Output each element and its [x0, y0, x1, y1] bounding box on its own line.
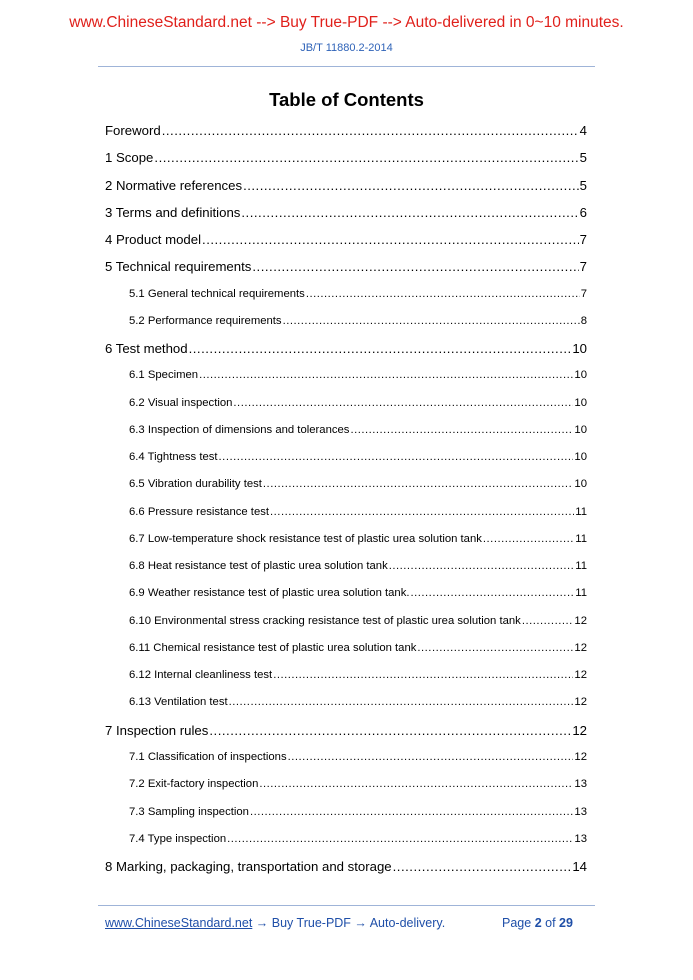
toc-entry-title: 5.1 General technical requirements	[129, 287, 305, 300]
toc-leader-dots	[219, 451, 574, 463]
top-banner[interactable]: www.ChineseStandard.net --> Buy True-PDF --> Auto-delivered in 0~10 minutes.	[69, 14, 624, 31]
toc-entry-title: 6.7 Low-temperature shock resistance test of plastic urea solution tank	[129, 532, 482, 545]
toc-leader-dots	[270, 506, 574, 518]
document-number: JB/T 11880.2-2014	[300, 42, 393, 54]
toc-leader-dots	[410, 587, 574, 599]
toc-entry-page: 14	[572, 859, 587, 875]
page-total: 29	[559, 916, 573, 930]
toc-entry-page: 5	[579, 177, 587, 193]
toc-entry-title: 6.3 Inspection of dimensions and tolerances	[129, 423, 350, 436]
toc-leader-dots	[229, 696, 574, 708]
toc-entry-title: 6.12 Internal cleanliness test	[129, 669, 273, 682]
toc-leader-dots	[252, 259, 578, 274]
toc-entry-title: 6.10 Environmental stress cracking resistance test of plastic urea solution tank	[129, 614, 521, 627]
toc-entry-title: 5 Technical requirements	[105, 259, 252, 275]
footer-promo-text: → Buy True-PDF → Auto-delivery.	[252, 916, 446, 930]
page-current: 2	[534, 916, 542, 930]
toc-leader-dots	[199, 369, 573, 381]
footer-promo	[105, 916, 445, 930]
toc-leader-dots	[259, 778, 573, 790]
toc-leader-dots	[227, 833, 573, 845]
toc-entry-title: 7.2 Exit-factory inspection	[129, 778, 259, 791]
toc-entry[interactable]	[105, 232, 587, 247]
toc-entry-title: 1 Scope	[105, 150, 154, 166]
toc-entry[interactable]	[129, 315, 587, 327]
toc-entry-page: 12	[574, 614, 587, 627]
toc-entry-page: 13	[574, 805, 587, 818]
toc-entry-title: 3 Terms and definitions	[105, 204, 241, 220]
toc-leader-dots	[202, 232, 579, 247]
toc-entry[interactable]	[129, 451, 587, 463]
toc-entry-title: Foreword	[105, 123, 161, 138]
toc-leader-dots	[389, 560, 575, 572]
toc-entry-title: 7 Inspection rules	[105, 722, 209, 738]
toc-leader-dots	[189, 341, 572, 356]
toc-entry[interactable]	[129, 615, 587, 627]
toc-entry[interactable]	[105, 259, 587, 274]
toc-entry-title: 6.5 Vibration durability test	[129, 478, 262, 491]
toc-entry-page: 7	[580, 287, 587, 300]
toc-leader-dots	[162, 123, 579, 138]
toc-leader-dots	[417, 642, 573, 654]
toc-entry[interactable]	[129, 478, 587, 490]
toc-entry-page: 10	[574, 478, 587, 491]
toc-entry-title: 7.4 Type inspection	[129, 832, 227, 845]
toc-entry[interactable]	[129, 806, 587, 818]
toc-entry[interactable]	[105, 723, 587, 738]
toc-entry[interactable]	[129, 587, 587, 599]
toc-leader-dots	[243, 178, 579, 193]
toc-leader-dots	[306, 288, 580, 300]
toc-entry[interactable]	[129, 560, 587, 572]
toc-entry-title: 2 Normative references	[105, 177, 243, 193]
toc-entry-title: 6.4 Tightness test	[129, 451, 218, 464]
toc-entry-page: 10	[574, 423, 587, 436]
toc-leader-dots	[241, 205, 578, 220]
toc-entry[interactable]	[105, 123, 587, 138]
toc-entry-title: 5.2 Performance requirements	[129, 314, 282, 327]
toc-leader-dots	[288, 751, 574, 763]
toc-entry-title: 6.8 Heat resistance test of plastic urea solution tank	[129, 560, 388, 573]
toc-entry-page: 11	[575, 505, 587, 518]
toc-entry-title: 6.1 Specimen	[129, 369, 199, 382]
toc-leader-dots	[250, 806, 573, 818]
page-indicator	[502, 916, 573, 930]
toc-entry[interactable]	[129, 288, 587, 300]
toc-leader-dots	[154, 150, 578, 165]
toc-leader-dots	[483, 533, 574, 545]
toc-entry[interactable]	[129, 369, 587, 381]
page-of-label: of	[545, 916, 556, 930]
toc-entry-page: 11	[575, 532, 587, 545]
toc-entry[interactable]	[105, 178, 587, 193]
page-label: Page	[502, 916, 532, 930]
toc-entry-page: 12	[574, 669, 587, 682]
toc-entry[interactable]	[129, 669, 587, 681]
toc-entry-page: 7	[579, 259, 587, 275]
toc-entry-page: 12	[574, 641, 587, 654]
toc-entry[interactable]	[105, 150, 587, 165]
toc-entry-title: 6.13 Ventilation test	[129, 696, 228, 709]
toc-entry-title: 6.11 Chemical resistance test of plastic urea solution tank	[129, 641, 417, 654]
toc-entry-page: 4	[579, 123, 587, 138]
toc-entry-title: 6.9 Weather resistance test of plastic urea solution tank.	[129, 587, 410, 600]
toc-entry-page: 11	[575, 560, 587, 573]
toc-entry-page: 5	[579, 150, 587, 166]
toc-entry-title: 6 Test method	[105, 341, 188, 357]
toc-entry-page: 11	[575, 587, 587, 600]
toc-entry[interactable]	[129, 696, 587, 708]
toc-entry-page: 13	[574, 778, 587, 791]
toc-entry-title: 7.1 Classification of inspections	[129, 750, 287, 763]
toc-entry-page: 13	[574, 832, 587, 845]
toc-entry-page: 12	[574, 696, 587, 709]
toc-entry-page: 10	[572, 341, 587, 357]
toc-title: Table of Contents	[269, 89, 424, 110]
footer-divider	[98, 905, 595, 906]
toc-entry-title: 7.3 Sampling inspection	[129, 805, 249, 818]
toc-entry-title: 6.6 Pressure resistance test	[129, 505, 270, 518]
toc-entry[interactable]	[105, 859, 587, 874]
toc-entry-title: 4 Product model	[105, 232, 202, 248]
toc-entry[interactable]	[129, 833, 587, 845]
toc-leader-dots	[273, 669, 573, 681]
toc-entry[interactable]	[129, 397, 587, 409]
toc-entry[interactable]	[129, 533, 587, 545]
toc-entry-page: 7	[579, 232, 587, 248]
toc-entry[interactable]	[129, 642, 587, 654]
toc-entry-page: 10	[574, 396, 587, 409]
toc-leader-dots	[350, 424, 573, 436]
toc-leader-dots	[233, 397, 573, 409]
toc-entry[interactable]	[129, 778, 587, 790]
toc-leader-dots	[209, 723, 571, 738]
toc-leader-dots	[393, 859, 572, 874]
toc-leader-dots	[522, 615, 574, 627]
toc-entry-page: 8	[580, 314, 587, 327]
toc-entry[interactable]	[129, 424, 587, 436]
toc-entry-title: 8 Marking, packaging, transportation and storage	[105, 859, 392, 875]
footer-site-link[interactable]: www.ChineseStandard.net	[105, 916, 253, 930]
toc-entry[interactable]	[129, 506, 587, 518]
toc-entry[interactable]	[105, 205, 587, 220]
header-divider	[98, 66, 595, 67]
toc-entry[interactable]	[105, 341, 587, 356]
toc-entry-title: 6.2 Visual inspection	[129, 396, 233, 409]
toc-entry-page: 10	[574, 369, 587, 382]
toc-entry-page: 10	[574, 451, 587, 464]
toc-entry-page: 6	[579, 204, 587, 220]
toc-entry[interactable]	[129, 751, 587, 763]
toc-entry-page: 12	[574, 750, 587, 763]
toc-entry-page: 12	[572, 722, 587, 738]
toc-leader-dots	[283, 315, 580, 327]
toc-leader-dots	[263, 478, 574, 490]
